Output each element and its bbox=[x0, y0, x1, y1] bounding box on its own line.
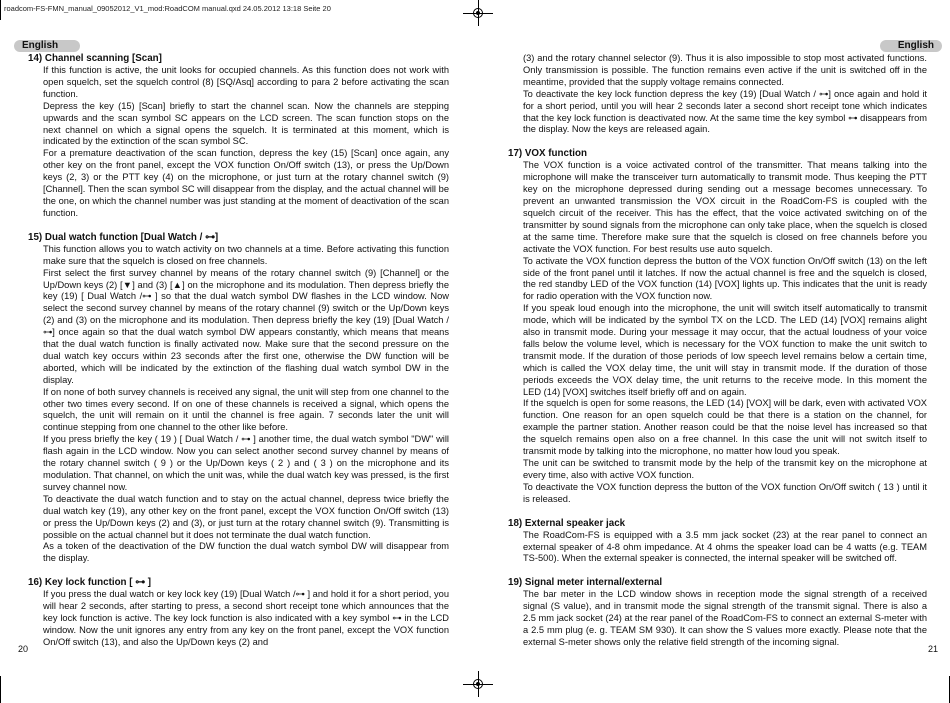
left-column bbox=[28, 53, 449, 649]
paragraph: Depress the key (15) [Scan] briefly to start the channel scan. Now the channels are stepping upwards and the scan symbol SC appears on the LCD screen. The scan function stops on the next channel on which a signal opens the squelch. It is terminated at this moment, which is indicated by the extinction of the scan symbol SC. bbox=[43, 100, 449, 147]
crop-mark bbox=[0, 676, 1, 703]
crop-mark bbox=[0, 0, 1, 20]
paragraph: If you speak loud enough into the microphone, the unit will switch itself automatically to transmit mode, which will be indicated by the symbol TX on the LCD. The LED (14) [VOX] remains alight also in transmit mode. During your message it may occur, that the actual loudness of your voice falls below the volume level, which is necessary for the VOX function to make the unit switch to transmit mode. If the duration of those periods of low speech level remains below a certain time, which is called the VOX delay time, the unit will stay in transmit mode. If the duration of those periods exceeds the VOX delay time, the unit returns to the receive mode. In this moment the LED (14) [VOX] switches itself briefly off and on again. bbox=[523, 303, 927, 397]
section-title: 16) Key lock function [ ⊶ ] bbox=[28, 577, 152, 589]
paragraph: As a token of the deactivation of the DW function the dual watch symbol DW will disappear from the display. bbox=[43, 541, 449, 564]
section-title: 18) External speaker jack bbox=[508, 517, 626, 529]
section-key-lock-continued bbox=[508, 53, 927, 136]
paragraph: To activate the VOX function depress the button of the VOX function On/Off switch (13) on the left side of the front panel until it latches. If now the actual channel is free and the squelch is closed, the red standby LED of the VOX function (14) [VOX] lights up. This indicates that the unit is ready for radio operation with the VOX function now. bbox=[523, 255, 927, 302]
section-vox-function bbox=[508, 148, 927, 505]
paragraph: If you press briefly the key ( 19 ) [ Dual Watch / ⊶ ] another time, the dual watch symbol "DW" will flash again in the LCD window. Now you can select another second survey channel by means of the rotary channel switch ( 9 ) or the Up/Down keys ( 2 ) and ( 3 ) on the microphone and its modulation. That channel, on which the unit was, while the dual watch key was pressed, is the first survey channel now. bbox=[43, 434, 449, 492]
language-tab-right: English bbox=[880, 40, 942, 52]
paragraph: (3) and the rotary channel selector (9). Thus it is also impossible to stop most activated functions. Only transmission is possible. The function remains even active if the unit is switched off in the meantime, provided that the supply voltage remains connected. bbox=[523, 53, 927, 87]
paragraph: The VOX function is a voice activated control of the transmitter. That means talking into the microphone will make the transceiver turn automatically to transmit mode. Thus keeping the PTT key on the microphone depressed during sending out a message becomes unnecessary. To prevent an unwanted transmission the VOX circuit in the RoadCom-FS is coupled with the squelch circuit of the receiver. This has the effect, that the voice activated switching on of the transmitter by sound signals from the microphone can only take place, when the squelch is closed at the same time. Therefore make sure that the squelch is closed on free channels before you activate the VOX function. For best results use auto squelch. bbox=[523, 160, 927, 254]
registration-mark-top bbox=[471, 6, 485, 20]
paragraph: The bar meter in the LCD window shows in reception mode the signal strength of a received signal (S value), and in transmit mode the signal strength of the transmit signal. There is also a 2.5 mm jack socket (24) at the rear panel of the RoadCom-FS to connect an external S-meter with a 2.5 mm plug (e. g. TEAM SM 930). It can show the S values more exactly. Please note that the external S-meter shows only the relative field strength of the incoming signal. bbox=[523, 589, 927, 647]
section-title: 14) Channel scanning [Scan] bbox=[28, 53, 162, 64]
section-title: 15) Dual watch function [Dual Watch / ⊶] bbox=[28, 231, 219, 243]
paragraph: To deactivate the key lock function depress the key (19) [Dual Watch / ⊶] once again and hold it for a short period, until you will hear 2 seconds later a second short receipt tone which indicates that the key lock function is deactivated now. At the same time the key symbol ⊶ disappears from the display. Now the keys are released again. bbox=[523, 88, 927, 135]
paragraph: This function allows you to watch activity on two channels at a time. Before activating this function make sure that the squelch is closed on free channels. bbox=[43, 243, 449, 266]
language-tab-left: English bbox=[14, 40, 80, 52]
section-title: 17) VOX function bbox=[508, 148, 587, 160]
paragraph: If the squelch is open for some reasons, the LED (14) [VOX] will be dark, even with activated VOX function. One reason for an open squelch could be that there is a station on the channel, for example the partner station. Another reason could be that the noise level has increased so that the squelch remains open also on a free channel. In this case the unit will not switch itself to transmit mode by talking into the microphone, no matter how loud you speak. bbox=[523, 398, 927, 457]
right-column bbox=[508, 53, 927, 649]
paragraph: To deactivate the dual watch function and to stay on the actual channel, depress twice briefly the dual watch key (19), any other key on the front panel, except the VOX function On/Off switch (13) or press the Up/Down keys (2) and (3), or just turn at the rotary channel switch (9). Transmitting is possible on the actual channel but it does not terminate the dual watch function. bbox=[43, 493, 449, 540]
paragraph: If this function is active, the unit looks for occupied channels. As this function does not work with open squelch, set the squelch control (8) [SQ/Asq] according to para 2 before activating the scan function. bbox=[43, 65, 449, 99]
paragraph: If on none of both survey channels is received any signal, the unit will step from one channel to the other two times every second. If on one of these channels is received a signal, which opens the squelch, the unit will remain on it until the channel is free again. 7 seconds later the unit will continue stepping from one channel to the other like before. bbox=[43, 386, 449, 433]
page-number-left: 20 bbox=[18, 644, 29, 654]
section-dual-watch bbox=[28, 232, 449, 565]
section-signal-meter bbox=[508, 577, 927, 649]
paragraph: To deactivate the VOX function depress the button of the VOX function On/Off switch ( 13 ) until it is released. bbox=[523, 481, 927, 504]
paragraph: The RoadCom-FS is equipped with a 3.5 mm jack socket (23) at the rear panel to connect an external speaker of 4-8 ohm impedance. At 4 ohms the speaker load can be 4 watts (e.g. TEAM TS-500). When the external speaker is connected, the internal speaker will be switched off. bbox=[523, 529, 927, 564]
section-channel-scanning bbox=[28, 53, 449, 220]
section-key-lock bbox=[28, 577, 449, 649]
paragraph: First select the first survey channel by means of the rotary channel switch (9) [Channel] or the Up/Down keys (2) [▼] and (3) [▲] on the microphone and its modulation. Then depress briefly the key (19) [ Dual Watch /⊶ ] so that the dual watch symbol DW flashes in the LCD window. Now select the second survey channel by means of the rotary channel (9) switch or the Up/Down keys (2) and (3) on the microphone and its modulation. Then depress briefly the key (19) [Dual Watch /⊶] once again so that the dual watch symbol DW appears constantly, which means that means that the dual watch function is finally activated now. Make sure that the second pressure on the dual watch key occurs within 23 seconds after the first one, otherwise the DW function will be aborted, which will be indicated by the extinction of the flashing dual watch symbol DW in the display. bbox=[43, 267, 449, 385]
paragraph: For a premature deactivation of the scan function, depress the key (15) [Scan] once again, any other key on the front panel, except the VOX function On/Off switch (13), or press the Up/Down keys (2, 3) or the PTT key (4) on the microphone, or just turn at the rotary channel switch (9) [Channel]. Then the scan symbol SC will disappear from the display, and the actual channel will be the one, on which the channel number was just standing at the moment of deactivation of the scan function. bbox=[43, 148, 449, 218]
page-number-right: 21 bbox=[927, 644, 938, 654]
registration-mark-bottom bbox=[471, 677, 485, 691]
paragraph: The unit can be switched to transmit mode by the help of the transmit key on the microphone at every time, also with active VOX function. bbox=[523, 458, 927, 480]
file-header: roadcom-FS-FMN_manual_09052012_V1_mod:RoadCOM manual.qxd 24.05.2012 13:18 Seite 20 bbox=[4, 4, 331, 13]
section-external-speaker bbox=[508, 518, 927, 566]
section-title: 19) Signal meter internal/external bbox=[508, 577, 663, 589]
paragraph: If you press the dual watch or key lock key (19) [Dual Watch /⊶ ] and hold it for a short period, you will hear 2 seconds, after starting to press, a second short receipt tone which announces that the key lock function is active. The key lock function is also indicated with a key symbol ⊶ in the LCD window. Now the unit ignores any entry from any key on the front panel, except the VOX function On/Off switch (13), and also the Up/Down keys (2) and bbox=[43, 589, 449, 647]
